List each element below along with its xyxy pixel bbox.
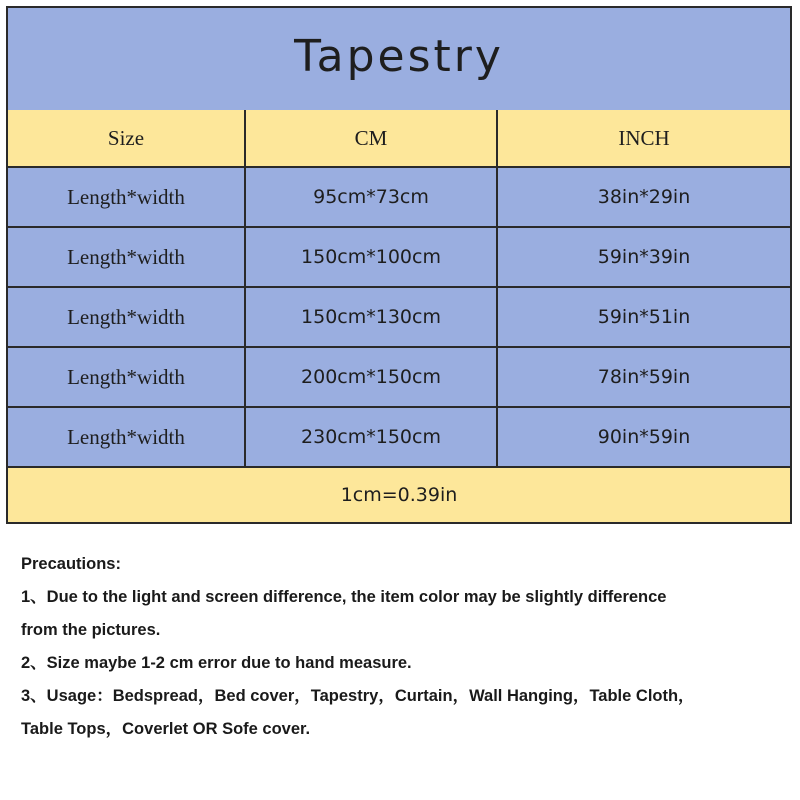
inch-cell: 59in*39in <box>597 246 691 268</box>
table-row <box>8 288 790 348</box>
precaution-line: Table Tops，Coverlet OR Sofe cover. <box>21 720 311 738</box>
inch-cell: 38in*29in <box>597 186 691 208</box>
table-title: Tapestry <box>294 30 504 82</box>
table-row <box>8 228 790 288</box>
conversion-note: 1cm=0.39in <box>8 468 790 522</box>
size-label-cell: Length*width <box>8 288 246 346</box>
precautions-heading: Precautions: <box>21 555 121 573</box>
table-title-row <box>8 8 790 112</box>
table-header-row <box>8 110 790 168</box>
cm-cell: 150cm*100cm <box>246 228 498 286</box>
table-row <box>8 348 790 408</box>
header-inch: INCH <box>618 125 670 150</box>
precaution-line: from the pictures. <box>21 621 161 639</box>
precaution-line: 2、Size maybe 1-2 cm error due to hand measure. <box>21 654 412 672</box>
inch-cell: 59in*51in <box>597 306 691 328</box>
cm-cell: 200cm*150cm <box>246 348 498 406</box>
size-label-cell: Length*width <box>8 348 246 406</box>
header-size: Size <box>8 110 246 166</box>
cm-cell: 230cm*150cm <box>246 408 498 466</box>
table-row <box>8 168 790 228</box>
inch-cell: 90in*59in <box>597 426 691 448</box>
precaution-line: 3、Usage：Bedspread，Bed cover，Tapestry，Curtain，Wall Hanging，Table Cloth， <box>21 687 695 705</box>
table-row <box>8 408 790 468</box>
size-label-cell: Length*width <box>8 168 246 226</box>
header-cm: CM <box>246 110 498 166</box>
cm-cell: 95cm*73cm <box>246 168 498 226</box>
precaution-line: 1、Due to the light and screen difference, the item color may be slightly difference <box>21 588 667 606</box>
size-label-cell: Length*width <box>8 228 246 286</box>
size-label-cell: Length*width <box>8 408 246 466</box>
size-chart-table <box>6 6 792 524</box>
cm-cell: 150cm*130cm <box>246 288 498 346</box>
precautions-section <box>21 552 791 750</box>
inch-cell: 78in*59in <box>597 366 691 388</box>
